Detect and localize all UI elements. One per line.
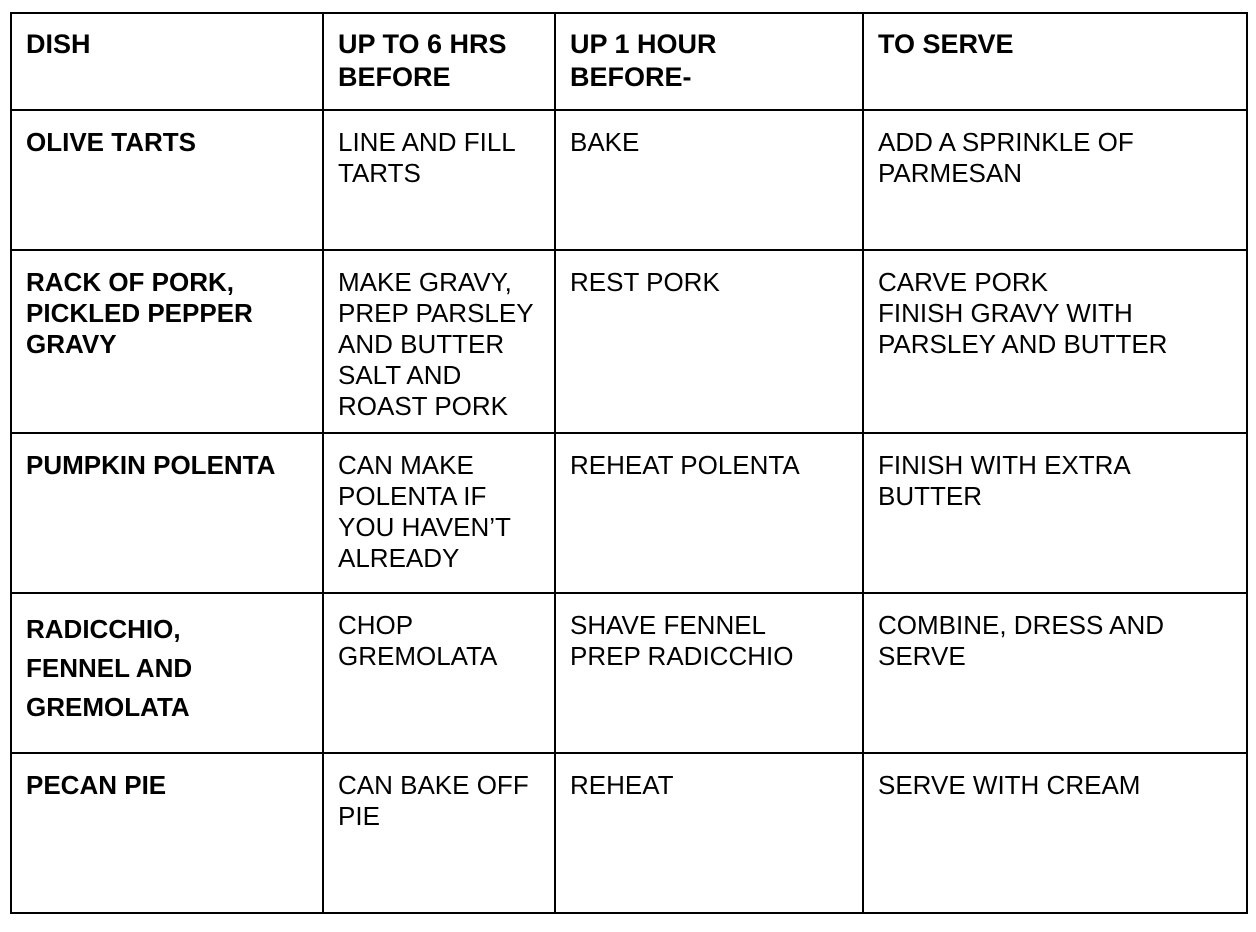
dish-line: PUMPKIN POLENTA [26,450,276,480]
dish-cell [11,753,323,913]
header-serve-line: TO SERVE [878,29,1014,59]
one-hour-line: REHEAT POLENTA [570,450,800,480]
one-hour-line: PREP RADICCHIO [570,641,794,671]
one-hour-line: REHEAT [570,770,674,800]
six-hrs-cell [323,593,555,753]
header-up-1-hour [555,13,863,110]
to-serve-line: COMBINE, DRESS AND [878,610,1165,640]
to-serve-cell [863,593,1247,753]
six-hrs-cell [323,433,555,593]
one-hour-cell [555,250,863,433]
six-hrs-line: CAN BAKE OFF [338,770,529,800]
dish-line: PECAN PIE [26,770,167,800]
six-hrs-line: GREMOLATA [338,641,498,671]
six-hrs-line: POLENTA IF [338,481,487,511]
to-serve-line: FINISH WITH EXTRA [878,450,1131,480]
to-serve-cell [863,433,1247,593]
dish-line: RACK OF PORK, [26,267,234,297]
header-up-to-6-hrs [323,13,555,110]
dish-line: FENNEL AND [26,653,193,683]
to-serve-line: SERVE WITH CREAM [878,770,1141,800]
one-hour-line: REST PORK [570,267,720,297]
header-1hour-line: BEFORE- [570,62,692,92]
six-hrs-cell [323,110,555,250]
to-serve-line: BUTTER [878,481,982,511]
dish-cell [11,110,323,250]
to-serve-line: FINISH GRAVY WITH [878,298,1133,328]
to-serve-cell [863,753,1247,913]
six-hrs-line: AND BUTTER [338,329,505,359]
dish-line: RADICCHIO, [26,614,181,644]
one-hour-line: BAKE [570,127,640,157]
to-serve-line: ADD A SPRINKLE OF [878,127,1134,157]
dish-cell [11,433,323,593]
to-serve-line: CARVE PORK [878,267,1049,297]
six-hrs-line: ALREADY [338,543,460,573]
six-hrs-line: PREP PARSLEY [338,298,534,328]
header-row [11,13,1247,110]
dish-line: PICKLED PEPPER [26,298,253,328]
to-serve-line: SERVE [878,641,966,671]
six-hrs-line: CAN MAKE [338,450,474,480]
six-hrs-line: YOU HAVEN’T [338,512,511,542]
six-hrs-line: LINE AND FILL [338,127,516,157]
table-row [11,753,1247,913]
table-row [11,110,1247,250]
header-1hour-line: UP 1 HOUR [570,29,717,59]
six-hrs-cell [323,753,555,913]
prep-schedule-table [10,12,1248,914]
to-serve-line: PARMESAN [878,158,1022,188]
header-to-serve [863,13,1247,110]
six-hrs-line: ROAST PORK [338,391,509,421]
header-6hrs-line: UP TO 6 HRS [338,29,507,59]
table-row [11,593,1247,753]
header-dish [11,13,323,110]
to-serve-cell [863,250,1247,433]
six-hrs-line: MAKE GRAVY, [338,267,512,297]
one-hour-cell [555,110,863,250]
six-hrs-line: SALT AND [338,360,462,390]
six-hrs-line: TARTS [338,158,421,188]
dish-line: OLIVE TARTS [26,127,196,157]
to-serve-cell [863,110,1247,250]
six-hrs-cell [323,250,555,433]
table-row [11,433,1247,593]
header-dish-line: DISH [26,29,91,59]
dish-cell [11,250,323,433]
to-serve-line: PARSLEY AND BUTTER [878,329,1168,359]
one-hour-cell [555,753,863,913]
table-row [11,250,1247,433]
six-hrs-line: PIE [338,801,380,831]
one-hour-cell [555,433,863,593]
six-hrs-line: CHOP [338,610,414,640]
dish-line: GREMOLATA [26,692,190,722]
header-6hrs-line: BEFORE [338,62,451,92]
one-hour-cell [555,593,863,753]
one-hour-line: SHAVE FENNEL [570,610,767,640]
dish-line: GRAVY [26,329,117,359]
dish-cell [11,593,323,753]
